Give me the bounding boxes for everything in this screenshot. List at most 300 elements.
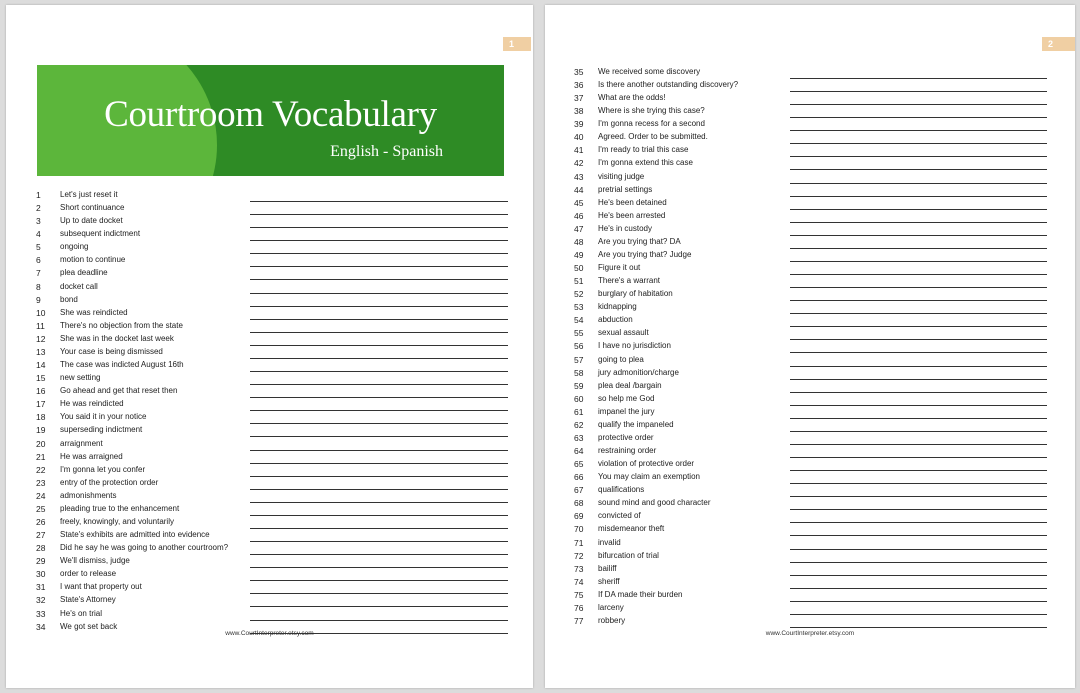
item-term: You said it in your notice	[60, 412, 147, 422]
item-number: 44	[574, 184, 584, 195]
item-number: 22	[36, 464, 46, 475]
list-item	[36, 491, 516, 504]
list-item	[36, 595, 516, 608]
list-item	[36, 569, 516, 582]
item-term: He was arraigned	[60, 451, 123, 461]
answer-line	[250, 463, 508, 464]
item-number: 65	[574, 459, 584, 470]
item-number: 46	[574, 210, 584, 221]
item-term: bailiff	[598, 563, 617, 573]
page-number-tab: 2	[1042, 37, 1075, 51]
item-number: 62	[574, 419, 584, 430]
answer-line	[250, 214, 508, 215]
item-term: pretrial settings	[598, 184, 653, 194]
item-number: 10	[36, 307, 46, 318]
item-term: protective order	[598, 432, 654, 442]
answer-line	[250, 423, 508, 424]
item-number: 40	[574, 132, 584, 143]
item-term: Are you trying that? Judge	[598, 249, 692, 259]
item-term: Did he say he was going to another courtroom?	[60, 543, 229, 553]
item-term: He was reindicted	[60, 399, 124, 409]
answer-line	[790, 562, 1047, 563]
list-item	[36, 465, 516, 478]
answer-line	[790, 575, 1047, 576]
list-item	[574, 420, 1054, 433]
list-item	[574, 172, 1054, 185]
item-term: She was in the docket last week	[60, 333, 174, 343]
list-item	[36, 543, 516, 556]
list-item	[36, 268, 516, 281]
item-number: 27	[36, 530, 46, 541]
list-item	[36, 425, 516, 438]
list-item	[574, 211, 1054, 224]
answer-line	[250, 397, 508, 398]
item-number: 57	[574, 354, 584, 365]
item-term: motion to continue	[60, 255, 126, 265]
item-term: Your case is being dismissed	[60, 346, 163, 356]
list-item	[574, 381, 1054, 394]
page-1	[6, 5, 533, 688]
item-term: He's in custody	[598, 223, 652, 233]
answer-line	[790, 444, 1047, 445]
item-number: 64	[574, 446, 584, 457]
list-item	[574, 538, 1054, 551]
item-term: Short continuance	[60, 203, 125, 213]
list-item	[574, 407, 1054, 420]
list-item	[574, 394, 1054, 407]
item-term: impanel the jury	[598, 406, 655, 416]
item-term: Is there another outstanding discovery?	[598, 80, 739, 90]
list-item	[36, 582, 516, 595]
item-number: 5	[36, 242, 41, 253]
item-term: I'm gonna extend this case	[598, 158, 693, 168]
answer-line	[250, 332, 508, 333]
list-item	[574, 511, 1054, 524]
item-term: subsequent indictment	[60, 229, 141, 239]
item-term: He's been detained	[598, 197, 667, 207]
answer-line	[790, 535, 1047, 536]
item-number: 25	[36, 503, 46, 514]
item-term: Go ahead and get that reset then	[60, 386, 178, 396]
answer-line	[790, 339, 1047, 340]
list-item	[574, 524, 1054, 537]
list-item	[36, 360, 516, 373]
item-term: We'll dismiss, judge	[60, 556, 130, 566]
item-number: 3	[36, 216, 41, 227]
item-number: 17	[36, 399, 46, 410]
answer-line	[790, 418, 1047, 419]
item-number: 14	[36, 360, 46, 371]
list-item	[574, 263, 1054, 276]
item-number: 54	[574, 315, 584, 326]
answer-line	[790, 143, 1047, 144]
list-item	[36, 504, 516, 517]
list-item	[574, 224, 1054, 237]
item-term: Up to date docket	[60, 216, 123, 226]
item-number: 9	[36, 294, 41, 305]
item-number: 72	[574, 550, 584, 561]
answer-line	[790, 274, 1047, 275]
answer-line	[790, 117, 1047, 118]
item-number: 43	[574, 171, 584, 182]
list-item	[574, 551, 1054, 564]
item-number: 12	[36, 333, 46, 344]
list-item	[574, 603, 1054, 616]
item-number: 61	[574, 406, 584, 417]
list-item	[36, 242, 516, 255]
list-item	[36, 412, 516, 425]
list-item	[574, 119, 1054, 132]
item-term: State's exhibits are admitted into evidence	[60, 530, 210, 540]
item-term: plea deadline	[60, 268, 108, 278]
item-number: 26	[36, 517, 46, 527]
item-term: He's been arrested	[598, 210, 666, 220]
answer-line	[250, 306, 508, 307]
answer-line	[790, 614, 1047, 615]
item-number: 52	[574, 289, 584, 300]
answer-line	[250, 606, 508, 607]
item-term: Are you trying that? DA	[598, 236, 681, 246]
answer-line	[790, 509, 1047, 510]
answer-line	[250, 580, 508, 581]
item-number: 21	[36, 451, 46, 462]
footer-url: www.CourtInterpreter.etsy.com	[765, 630, 855, 637]
list-item	[574, 459, 1054, 472]
answer-line	[790, 183, 1047, 184]
answer-line	[790, 588, 1047, 589]
item-number: 37	[574, 93, 584, 104]
page-number-tab: 1	[503, 37, 531, 51]
list-item	[36, 386, 516, 399]
list-item	[36, 517, 516, 530]
item-number: 28	[36, 543, 46, 554]
list-item	[574, 577, 1054, 590]
item-term: order to release	[60, 569, 117, 579]
item-number: 6	[36, 255, 41, 266]
answer-line	[790, 522, 1047, 523]
answer-line	[790, 300, 1047, 301]
list-item	[574, 106, 1054, 119]
item-number: 56	[574, 341, 584, 352]
item-term: I'm ready to trial this case	[598, 145, 689, 155]
item-term: visiting judge	[598, 171, 645, 181]
item-term: pleading true to the enhancement	[60, 503, 180, 513]
item-term: misdemeanor theft	[598, 524, 665, 534]
item-number: 15	[36, 373, 46, 384]
item-number: 49	[574, 249, 584, 260]
item-term: She was reindicted	[60, 307, 128, 317]
answer-line	[790, 601, 1047, 602]
list-item	[574, 198, 1054, 211]
item-term: sheriff	[598, 576, 620, 586]
list-item	[574, 276, 1054, 289]
item-term: Let's just reset it	[60, 190, 118, 199]
item-number: 63	[574, 432, 584, 443]
list-item	[574, 158, 1054, 171]
item-number: 7	[36, 268, 41, 279]
answer-line	[250, 515, 508, 516]
list-item	[574, 616, 1054, 629]
item-term: robbery	[598, 615, 626, 625]
item-term: Agreed. Order to be submitted.	[598, 132, 708, 142]
answer-line	[790, 130, 1047, 131]
answer-line	[250, 450, 508, 451]
answer-line	[250, 410, 508, 411]
item-number: 2	[36, 203, 41, 214]
item-term: restraining order	[598, 446, 657, 456]
answer-line	[790, 366, 1047, 367]
item-term: I'm gonna let you confer	[60, 464, 146, 474]
item-term: bond	[60, 294, 78, 304]
list-item	[574, 237, 1054, 250]
answer-line	[250, 554, 508, 555]
item-term: I'm gonna recess for a second	[598, 119, 705, 129]
item-number: 50	[574, 263, 584, 274]
item-term: docket call	[60, 281, 98, 291]
item-number: 39	[574, 119, 584, 130]
list-item	[574, 368, 1054, 381]
list-item	[574, 302, 1054, 315]
item-number: 32	[36, 595, 46, 606]
item-term: If DA made their burden	[598, 589, 683, 599]
item-term: abduction	[598, 315, 633, 325]
list-item	[36, 334, 516, 347]
list-item	[574, 145, 1054, 158]
item-number: 68	[574, 498, 584, 509]
list-item	[36, 452, 516, 465]
item-term: so help me God	[598, 393, 655, 403]
answer-line	[790, 196, 1047, 197]
answer-line	[790, 496, 1047, 497]
list-item	[36, 321, 516, 334]
item-term: violation of protective order	[598, 459, 695, 469]
item-term: convicted of	[598, 511, 641, 521]
item-term: burglary of habitation	[598, 289, 673, 299]
answer-line	[250, 502, 508, 503]
item-term: There's a warrant	[598, 276, 660, 286]
item-term: There's no objection from the state	[60, 320, 183, 330]
item-number: 16	[36, 386, 46, 397]
list-item	[574, 433, 1054, 446]
item-number: 66	[574, 472, 584, 483]
item-number: 30	[36, 569, 46, 580]
item-number: 31	[36, 582, 46, 593]
answer-line	[790, 392, 1047, 393]
item-term: State's Attorney	[60, 595, 116, 605]
item-number: 76	[574, 602, 584, 613]
answer-line	[790, 261, 1047, 262]
item-term: Where is she trying this case?	[598, 106, 705, 116]
item-number: 45	[574, 197, 584, 208]
item-number: 38	[574, 106, 584, 117]
document-title: Courtroom Vocabulary	[104, 94, 437, 135]
item-number: 23	[36, 477, 46, 488]
item-number: 55	[574, 328, 584, 339]
answer-line	[790, 483, 1047, 484]
item-number: 20	[36, 438, 46, 449]
item-term: entry of the protection order	[60, 477, 159, 487]
item-number: 59	[574, 380, 584, 391]
list-item	[574, 328, 1054, 341]
item-number: 48	[574, 236, 584, 247]
list-item	[574, 93, 1054, 106]
answer-line	[790, 235, 1047, 236]
item-number: 53	[574, 302, 584, 313]
answer-line	[250, 528, 508, 529]
answer-line	[250, 567, 508, 568]
list-item	[36, 295, 516, 308]
item-number: 19	[36, 425, 46, 436]
item-term: bifurcation of trial	[598, 550, 659, 560]
answer-line	[790, 457, 1047, 458]
list-item	[574, 341, 1054, 354]
answer-line	[250, 541, 508, 542]
list-item	[574, 355, 1054, 368]
item-number: 69	[574, 511, 584, 522]
answer-line	[250, 620, 508, 621]
list-item	[36, 399, 516, 412]
answer-line	[790, 549, 1047, 550]
list-item	[36, 216, 516, 229]
answer-line	[790, 222, 1047, 223]
answer-line	[790, 627, 1047, 628]
item-number: 29	[36, 556, 46, 567]
answer-line	[250, 240, 508, 241]
item-number: 24	[36, 490, 46, 501]
item-term: superseding indictment	[60, 425, 143, 435]
list-item	[574, 67, 1054, 80]
list-item	[36, 439, 516, 452]
item-number: 11	[36, 320, 45, 331]
answer-line	[790, 313, 1047, 314]
item-term: larceny	[598, 602, 624, 612]
list-item	[574, 498, 1054, 511]
answer-line	[250, 384, 508, 385]
item-term: freely, knowingly, and voluntarily	[60, 517, 174, 526]
answer-line	[790, 169, 1047, 170]
answer-line	[790, 91, 1047, 92]
list-item	[36, 255, 516, 268]
item-term: plea deal /bargain	[598, 380, 662, 390]
item-number: 18	[36, 412, 46, 423]
item-number: 77	[574, 615, 584, 626]
list-item	[574, 80, 1054, 93]
item-term: going to plea	[598, 354, 644, 364]
answer-line	[790, 156, 1047, 157]
item-number: 34	[36, 621, 46, 632]
item-term: sound mind and good character	[598, 498, 711, 508]
list-item	[36, 229, 516, 242]
answer-line	[250, 436, 508, 437]
answer-line	[250, 201, 508, 202]
item-term: We received some discovery	[598, 67, 701, 76]
list-item	[36, 478, 516, 491]
list-item	[574, 564, 1054, 577]
answer-line	[790, 287, 1047, 288]
footer-url: www.CourtInterpreter.etsy.com	[225, 630, 314, 637]
item-term: qualify the impaneled	[598, 419, 674, 429]
item-number: 41	[574, 145, 584, 156]
item-term: I want that property out	[60, 582, 142, 592]
answer-line	[250, 279, 508, 280]
item-term: arraignment	[60, 438, 103, 448]
list-item	[36, 530, 516, 543]
list-item	[574, 315, 1054, 328]
list-item	[574, 289, 1054, 302]
answer-line	[250, 489, 508, 490]
item-number: 74	[574, 576, 584, 587]
list-item	[574, 590, 1054, 603]
answer-line	[250, 345, 508, 346]
list-item	[36, 203, 516, 216]
answer-line	[790, 470, 1047, 471]
list-item	[574, 485, 1054, 498]
item-number: 58	[574, 367, 584, 378]
item-term: What are the odds!	[598, 93, 666, 103]
document-subtitle: English - Spanish	[330, 143, 443, 160]
list-item	[36, 282, 516, 295]
answer-line	[250, 266, 508, 267]
answer-line	[790, 78, 1047, 79]
answer-line	[790, 326, 1047, 327]
item-number: 51	[574, 276, 584, 287]
list-item	[574, 472, 1054, 485]
item-term: kidnapping	[598, 302, 637, 312]
list-item	[36, 347, 516, 360]
answer-line	[790, 248, 1047, 249]
answer-line	[250, 476, 508, 477]
answer-line	[790, 104, 1047, 105]
page-2	[545, 5, 1075, 688]
item-term: I have no jurisdiction	[598, 341, 671, 351]
item-number: 67	[574, 485, 584, 496]
answer-line	[250, 593, 508, 594]
list-item	[574, 185, 1054, 198]
item-number: 35	[574, 67, 584, 77]
item-number: 75	[574, 589, 584, 600]
item-number: 73	[574, 563, 584, 574]
item-term: jury admonition/charge	[598, 367, 679, 377]
item-number: 4	[36, 229, 41, 240]
answer-line	[790, 352, 1047, 353]
item-number: 71	[574, 537, 584, 548]
item-number: 47	[574, 223, 584, 234]
answer-line	[790, 209, 1047, 210]
item-number: 42	[574, 158, 584, 169]
title-banner	[37, 65, 504, 176]
answer-line	[250, 253, 508, 254]
item-term: invalid	[598, 537, 621, 547]
item-number: 36	[574, 80, 584, 91]
list-item	[574, 446, 1054, 459]
item-term: He's on trial	[60, 608, 102, 618]
item-number: 1	[36, 190, 41, 200]
item-term: The case was indicted August 16th	[60, 360, 184, 370]
list-item	[36, 308, 516, 321]
item-term: new setting	[60, 373, 101, 383]
answer-line	[250, 371, 508, 372]
list-item	[36, 609, 516, 622]
answer-line	[790, 431, 1047, 432]
item-term: ongoing	[60, 242, 89, 252]
answer-line	[250, 358, 508, 359]
item-term: admonishments	[60, 490, 117, 500]
item-number: 33	[36, 608, 46, 619]
item-term: Figure it out	[598, 263, 641, 273]
item-term: sexual assault	[598, 328, 649, 338]
answer-line	[250, 319, 508, 320]
list-item	[36, 373, 516, 386]
